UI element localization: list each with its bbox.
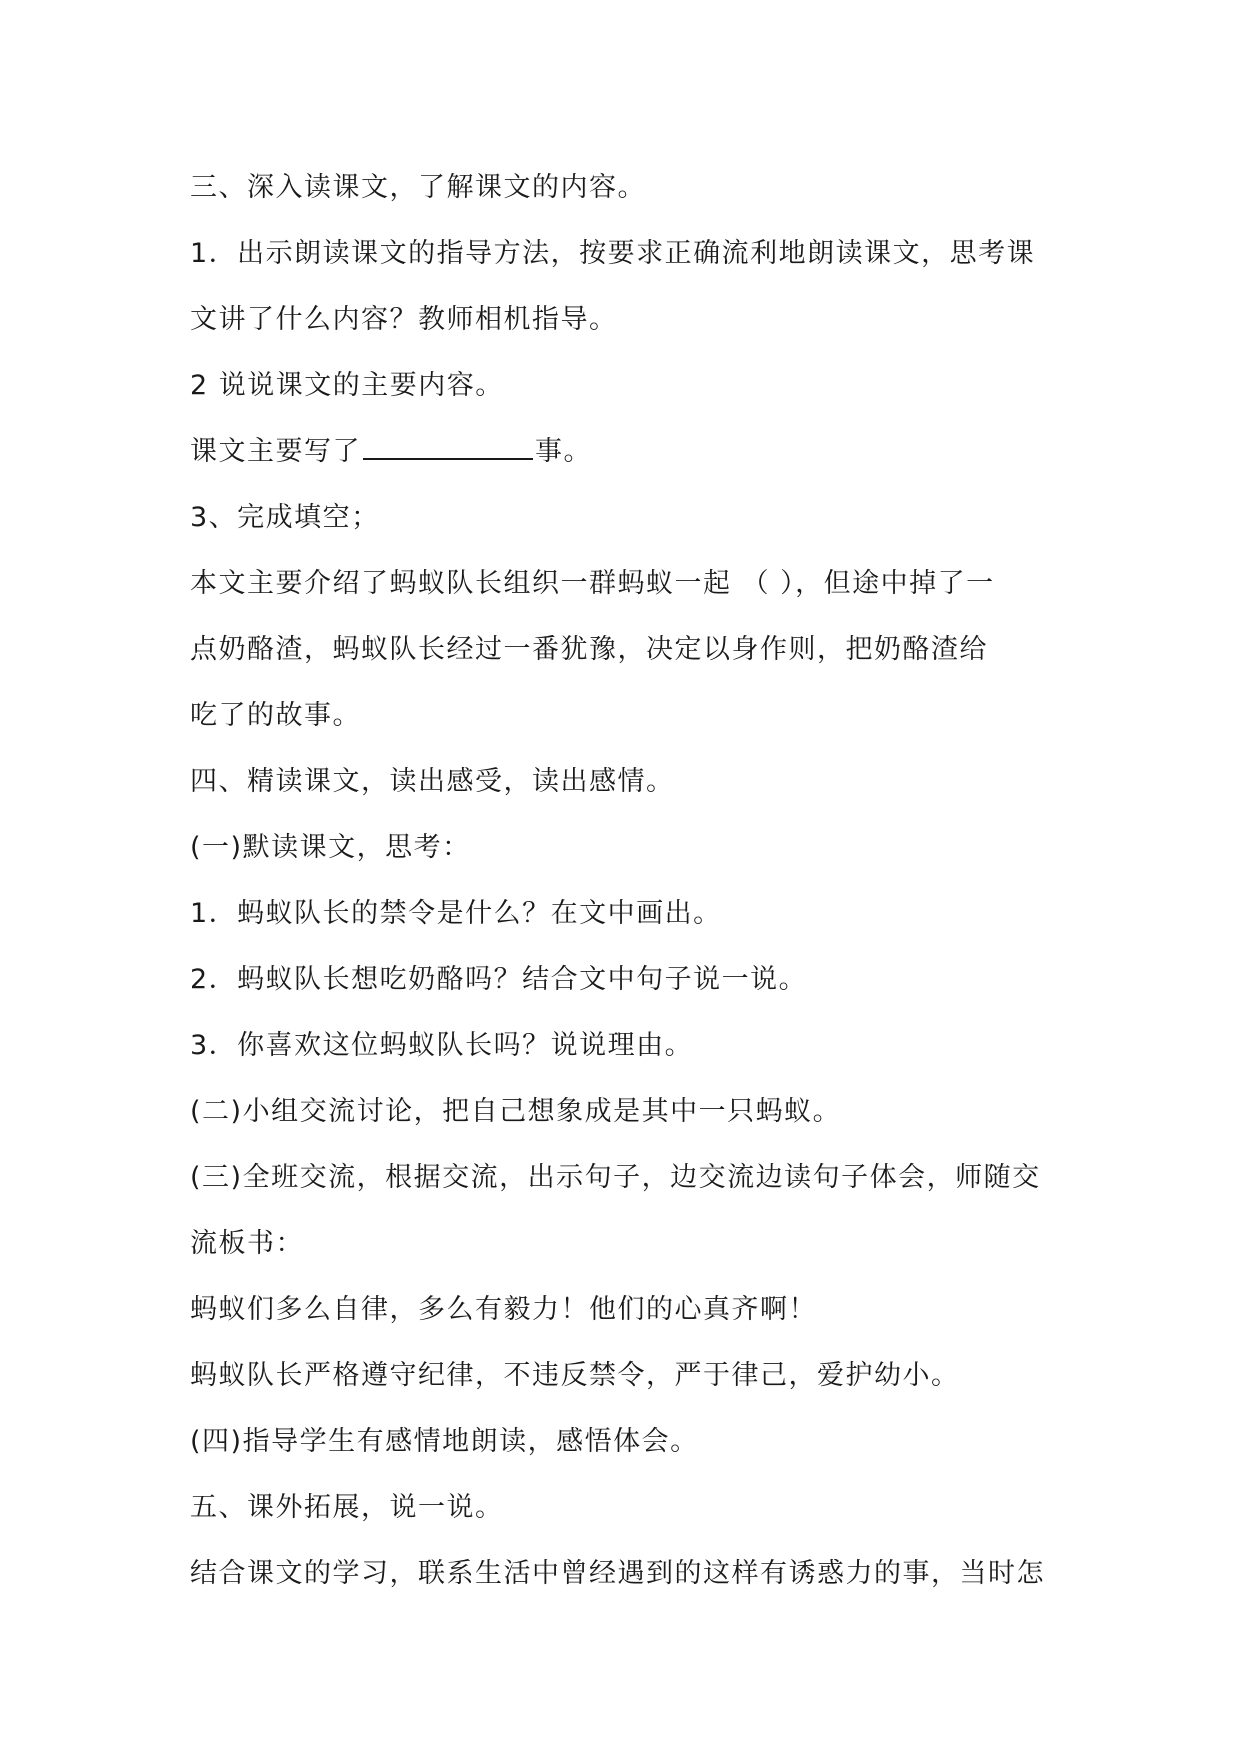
fill-in-suffix: 事。: [535, 436, 592, 467]
heading-section-4: 四、精读课文，读出感受，读出感情。: [190, 766, 675, 797]
paragraph-line: 3、完成填空；: [190, 502, 380, 533]
paragraph-line: 流板书：: [190, 1228, 304, 1259]
paragraph-line: 3．你喜欢这位蚂蚁队长吗？说说理由。: [190, 1030, 694, 1061]
paragraph-line: (三)全班交流，根据交流，出示句子，边交流边读句子体会，师随交: [190, 1162, 1041, 1193]
paragraph-line: 结合课文的学习，联系生活中曾经遇到的这样有诱惑力的事，当时怎: [190, 1558, 1045, 1589]
paragraph-line: 本文主要介绍了蚂蚁队长组织一群蚂蚁一起 （ ），但途中掉了一: [190, 568, 995, 599]
paragraph-line: 吃了的故事。: [190, 700, 361, 731]
paragraph-line: 文讲了什么内容？教师相机指导。: [190, 304, 618, 335]
document-body: [190, 155, 1060, 1607]
paragraph-line: 2．蚂蚁队长想吃奶酪吗？结合文中句子说一说。: [190, 964, 808, 995]
paragraph-line: 2 说说课文的主要内容。: [190, 370, 504, 401]
paragraph-line: (四)指导学生有感情地朗读，感悟体会。: [190, 1426, 699, 1457]
paragraph-line: (一)默读课文，思考：: [190, 832, 471, 863]
heading-section-3: 三、深入读课文，了解课文的内容。: [190, 172, 646, 203]
paragraph-line: 1．出示朗读课文的指导方法，按要求正确流利地朗读课文，思考课: [190, 238, 1036, 269]
paragraph-line: 蚂蚁们多么自律，多么有毅力！他们的心真齐啊！: [190, 1294, 817, 1325]
fill-in-line: [190, 419, 1060, 485]
paragraph-line: 点奶酪渣，蚂蚁队长经过一番犹豫，决定以身作则，把奶酪渣给: [190, 634, 988, 665]
paragraph-line: (二)小组交流讨论，把自己想象成是其中一只蚂蚁。: [190, 1096, 842, 1127]
heading-section-5: 五、课外拓展，说一说。: [190, 1492, 504, 1523]
blank-underline: [363, 434, 533, 460]
paragraph-line: 1．蚂蚁队长的禁令是什么？在文中画出。: [190, 898, 722, 929]
paragraph-line: 蚂蚁队长严格遵守纪律，不违反禁令，严于律己，爱护幼小。: [190, 1360, 960, 1391]
fill-in-prefix: 课文主要写了: [190, 436, 361, 467]
